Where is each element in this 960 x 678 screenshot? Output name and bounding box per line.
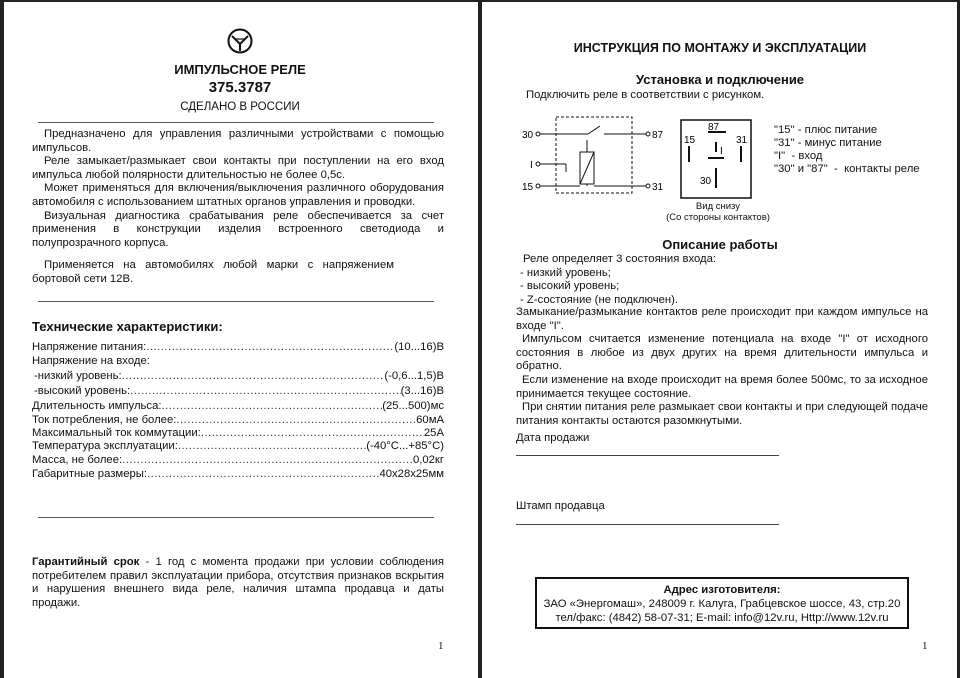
spec-label: Максимальный ток коммутации:: [32, 427, 201, 439]
legend-item: "I" - вход: [774, 150, 823, 162]
spec-label: -высокий уровень:: [34, 385, 131, 397]
address-line: ЗАО «Энергомаш», 248009 г. Калуга, Грабцевское шоссе, 43, стр.20: [543, 598, 901, 610]
divider: [38, 301, 434, 302]
bottom-pin-31: 31: [736, 135, 748, 146]
bottom-pin-87: 87: [708, 122, 720, 133]
spec-label: -низкий уровень:: [34, 370, 122, 382]
made-in: СДЕЛАНО В РОССИИ: [180, 101, 300, 113]
sale-date-label: Дата продажи: [516, 432, 590, 444]
work-line: - высокий уровень;: [520, 280, 620, 293]
spec-value: 40х28х25мм: [379, 468, 444, 480]
left-border: [0, 0, 4, 678]
leader-dots: [178, 440, 366, 452]
page-divider: [478, 0, 482, 678]
wiring-diagram: [518, 112, 666, 200]
divider: [38, 122, 434, 123]
leader-dots: [146, 341, 394, 353]
relay-logo-icon: [227, 28, 253, 54]
spec-value: 60мА: [416, 414, 444, 426]
spec-label: Напряжение питания:: [32, 341, 147, 353]
bottom-pin-15: 15: [684, 135, 696, 146]
spec-label: Масса, не более:: [32, 454, 123, 466]
product-title: ИМПУЛЬСНОЕ РЕЛЕ: [174, 62, 306, 77]
bottom-pin-i: I: [720, 146, 723, 157]
work-line: - низкий уровень;: [520, 266, 611, 279]
bottom-view-diagram: [678, 118, 754, 202]
legend-item: "15" - плюс питание: [774, 124, 878, 136]
intro-paragraph: Предназначено для управления различными устройствами с помощью импульсов.: [32, 128, 444, 154]
leader-dots: [147, 468, 379, 480]
spec-value: (25...500)мс: [382, 400, 444, 412]
work-description: [516, 306, 928, 428]
spec-label: Напряжение на входе:: [32, 355, 150, 367]
manufacturer-address-box: [535, 577, 909, 629]
page-number: 1: [438, 640, 444, 652]
spec-value: (-40°С...+85°С): [366, 440, 444, 452]
warranty-label: Гарантийный срок: [32, 556, 140, 568]
work-paragraph: Замыкание/размыкание контактов реле происходит при каждом импульсе на входе "I".: [516, 306, 928, 332]
spec-row: [32, 468, 444, 482]
divider: [38, 517, 434, 518]
seller-stamp-line: [516, 524, 779, 525]
contact-line: тел/факс: (4842) 58-07-31; E-mail: info@12v.ru, Http://www.12v.ru: [555, 612, 889, 624]
intro-text: [32, 128, 444, 250]
work-paragraph: Импульсом считается изменение потенциала на входе "I" от исходного состояния в любое из двух других на время длительности импульса и обратно.: [516, 333, 928, 373]
warranty-text: [32, 556, 444, 610]
spec-value: (3...16)В: [400, 385, 444, 397]
spec-row: [32, 355, 444, 369]
instruction-title: ИНСТРУКЦИЯ ПО МОНТАЖУ И ЭКСПЛУАТАЦИИ: [573, 41, 867, 55]
spec-row: [32, 427, 444, 441]
spec-value: 25А: [423, 427, 444, 439]
work-states: [518, 253, 716, 307]
work-heading: Описание работы: [662, 237, 778, 252]
intro-paragraph: Визуальная диагностика срабатывания реле обеспечивается за счет применения в конструкции изделия встроенного светодиода и полупрозрачного корпуса.: [32, 209, 444, 249]
spec-label: Ток потребления, не более:: [32, 414, 177, 426]
install-text: Подключить реле в соответствии с рисунком.: [526, 89, 765, 101]
pin-legend: [774, 124, 920, 176]
product-model: 375.3787: [208, 79, 272, 96]
install-heading: Установка и подключение: [635, 72, 805, 87]
spec-value: (-0,6...1,5)В: [384, 370, 444, 382]
spec-row: [32, 385, 444, 399]
address-heading: Адрес изготовителя:: [663, 584, 781, 596]
work-paragraph: При снятии питания реле размыкает свои контакты и при следующей подаче питания контакты остаются разомкнутыми.: [516, 401, 928, 427]
specs-heading: Технические характеристики:: [32, 319, 223, 334]
bottom-view-subcaption: (Со стороны контактов): [666, 212, 770, 223]
spec-value: 0,02кг: [412, 454, 444, 466]
usage-text: [32, 259, 394, 286]
spec-row: [32, 414, 444, 428]
pin-i-label: I: [530, 160, 533, 171]
sale-date-line: [516, 455, 779, 456]
spec-row: [32, 440, 444, 454]
pin-30-label: 30: [522, 130, 534, 141]
spec-label: Температура эксплуатации:: [32, 440, 178, 452]
warranty-body: - 1 год с момента продажи при условии соблюдения потребителем правил эксплуатации прибора, отсутствия признаков вскрытия и нарушения внешнего вида реле, наличия штампа продавца и даты продажи.: [32, 556, 444, 609]
legend-item: "30" и "87" - контакты реле: [774, 163, 920, 175]
work-paragraph: Если изменение на входе происходит на время более 500мс, то за исходное принимается текущее состояние.: [516, 373, 928, 400]
bottom-pin-30: 30: [700, 176, 712, 187]
leader-dots: [201, 427, 424, 439]
leader-dots: [162, 400, 383, 412]
usage-paragraph: Применяется на автомобилях любой марки с напряжением бортовой сети 12В.: [32, 259, 394, 285]
legend-item: "31" - минус питание: [774, 137, 882, 149]
work-line: Реле определяет 3 состояния входа:: [523, 253, 717, 265]
spec-row: [32, 400, 444, 414]
spec-row: [32, 370, 444, 384]
spec-value: (10...16)В: [394, 341, 444, 353]
intro-paragraph: Реле замыкает/размыкает свои контакты при поступлении на его вход импульса любой полярности длительностью не более 0,5с.: [32, 155, 444, 181]
spec-label: Длительность импульса:: [32, 400, 162, 412]
leader-dots: [122, 454, 413, 466]
seller-stamp-label: Штамп продавца: [516, 500, 605, 512]
page-number: 1: [922, 640, 928, 652]
pin-87-label: 87: [652, 130, 664, 141]
spec-row: [32, 454, 444, 468]
leader-dots: [122, 370, 385, 382]
pin-31-label: 31: [652, 182, 664, 193]
spec-label: Габаритные размеры:: [32, 468, 148, 480]
pin-15-label: 15: [522, 182, 534, 193]
intro-paragraph: Может применяться для включения/выключения различного оборудования автомобиля с использованием штатных органов управления и проводки.: [32, 182, 444, 208]
bottom-view-caption: Вид снизу: [695, 201, 741, 212]
spec-row: [32, 341, 444, 355]
leader-dots: [176, 414, 416, 426]
leader-dots: [130, 385, 401, 397]
work-line: - Z-состояние (не подключен).: [520, 293, 679, 306]
